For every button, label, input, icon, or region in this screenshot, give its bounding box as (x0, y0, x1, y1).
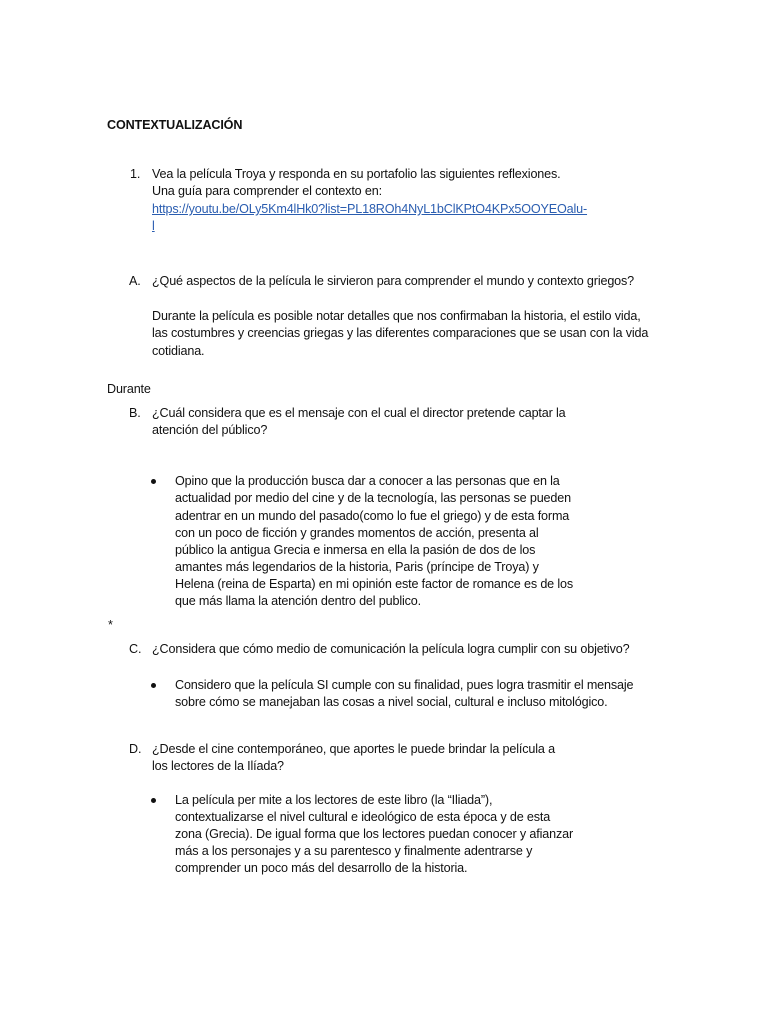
bullet-icon (151, 683, 156, 688)
answer-b-line-8: que más llama la atención dentro del publico. (175, 594, 421, 608)
item-1-line-2: Una guía para comprender el contexto en: (152, 184, 382, 198)
stray-mark: * (108, 618, 113, 632)
bullet-icon (151, 479, 156, 484)
answer-d-line-5: comprender un poco más del desarrollo de la historia. (175, 861, 468, 875)
answer-d-line-3: zona (Grecia). De igual forma que los lectores puedan conocer y afianzar (175, 827, 574, 841)
question-b-line-2: atención del público? (152, 423, 268, 437)
answer-b-line-2: actualidad por medio del cine y de la tecnología, las personas se pueden (175, 491, 571, 505)
question-c-letter: C. (129, 642, 142, 656)
stray-text: Durante (107, 382, 151, 396)
answer-a-line-3: cotidiana. (152, 344, 205, 358)
question-d-line-2: los lectores de la Ilíada? (152, 759, 284, 773)
answer-b-line-4: con un poco de ficción y grandes momentos de acción, presenta al (175, 526, 539, 540)
answer-b-line-6: amantes más legendarios de la historia, Paris (príncipe de Troya) y (175, 560, 539, 574)
answer-d-line-2: contextualizarse el nivel cultural e ideológico de esta época y de esta (175, 810, 551, 824)
answer-b-line-1: Opino que la producción busca dar a conocer a las personas que en la (175, 474, 560, 488)
question-b-letter: B. (129, 406, 141, 420)
youtube-link[interactable]: https://youtu.be/OLy5Km4lHk0?list=PL18ROh4NyL1bClKPtO4KPx5OOYEOalu- (152, 202, 588, 216)
question-a-letter: A. (129, 274, 141, 288)
answer-b-line-3: adentrar en un mundo del pasado(como lo fue el griego) y de esta forma (175, 509, 570, 523)
answer-c-line-1: Considero que la película SI cumple con su finalidad, pues logra trasmitir el mensaje (175, 678, 634, 692)
item-1-line-1: Vea la película Troya y responda en su portafolio las siguientes reflexiones. (152, 167, 561, 181)
question-b-line-1: ¿Cuál considera que es el mensaje con el cual el director pretende captar la (152, 406, 566, 420)
answer-c-line-2: sobre cómo se manejaban las cosas a nivel social, cultural e incluso mitológico. (175, 695, 608, 709)
question-a-text: ¿Qué aspectos de la película le sirvieron para comprender el mundo y contexto griegos? (152, 274, 635, 288)
question-d-line-1: ¿Desde el cine contemporáneo, que aportes le puede brindar la película a (152, 742, 555, 756)
question-d-letter: D. (129, 742, 142, 756)
page-title: CONTEXTUALIZACIÓN (107, 118, 243, 132)
answer-d-line-1: La película per mite a los lectores de este libro (la “Iliada”), (175, 793, 493, 807)
youtube-link-continued[interactable]: l (152, 219, 155, 233)
answer-b-line-5: público la antigua Grecia e inmersa en ella la pasión de dos de los (175, 543, 536, 557)
answer-a-line-2: las costumbres y creencias griegas y las diferentes comparaciones que se usan con la vida (152, 326, 649, 340)
question-c-text: ¿Considera que cómo medio de comunicación la película logra cumplir con su objetivo? (152, 642, 630, 656)
bullet-icon (151, 798, 156, 803)
answer-a-line-1: Durante la película es posible notar detalles que nos confirmaban la historia, el estilo vida, (152, 309, 641, 323)
answer-b-line-7: Helena (reina de Esparta) en mi opinión este factor de romance es de los (175, 577, 574, 591)
item-1-number: 1. (130, 167, 141, 181)
answer-d-line-4: más a los personajes y a su parentesco y finalmente adentrarse y (175, 844, 533, 858)
